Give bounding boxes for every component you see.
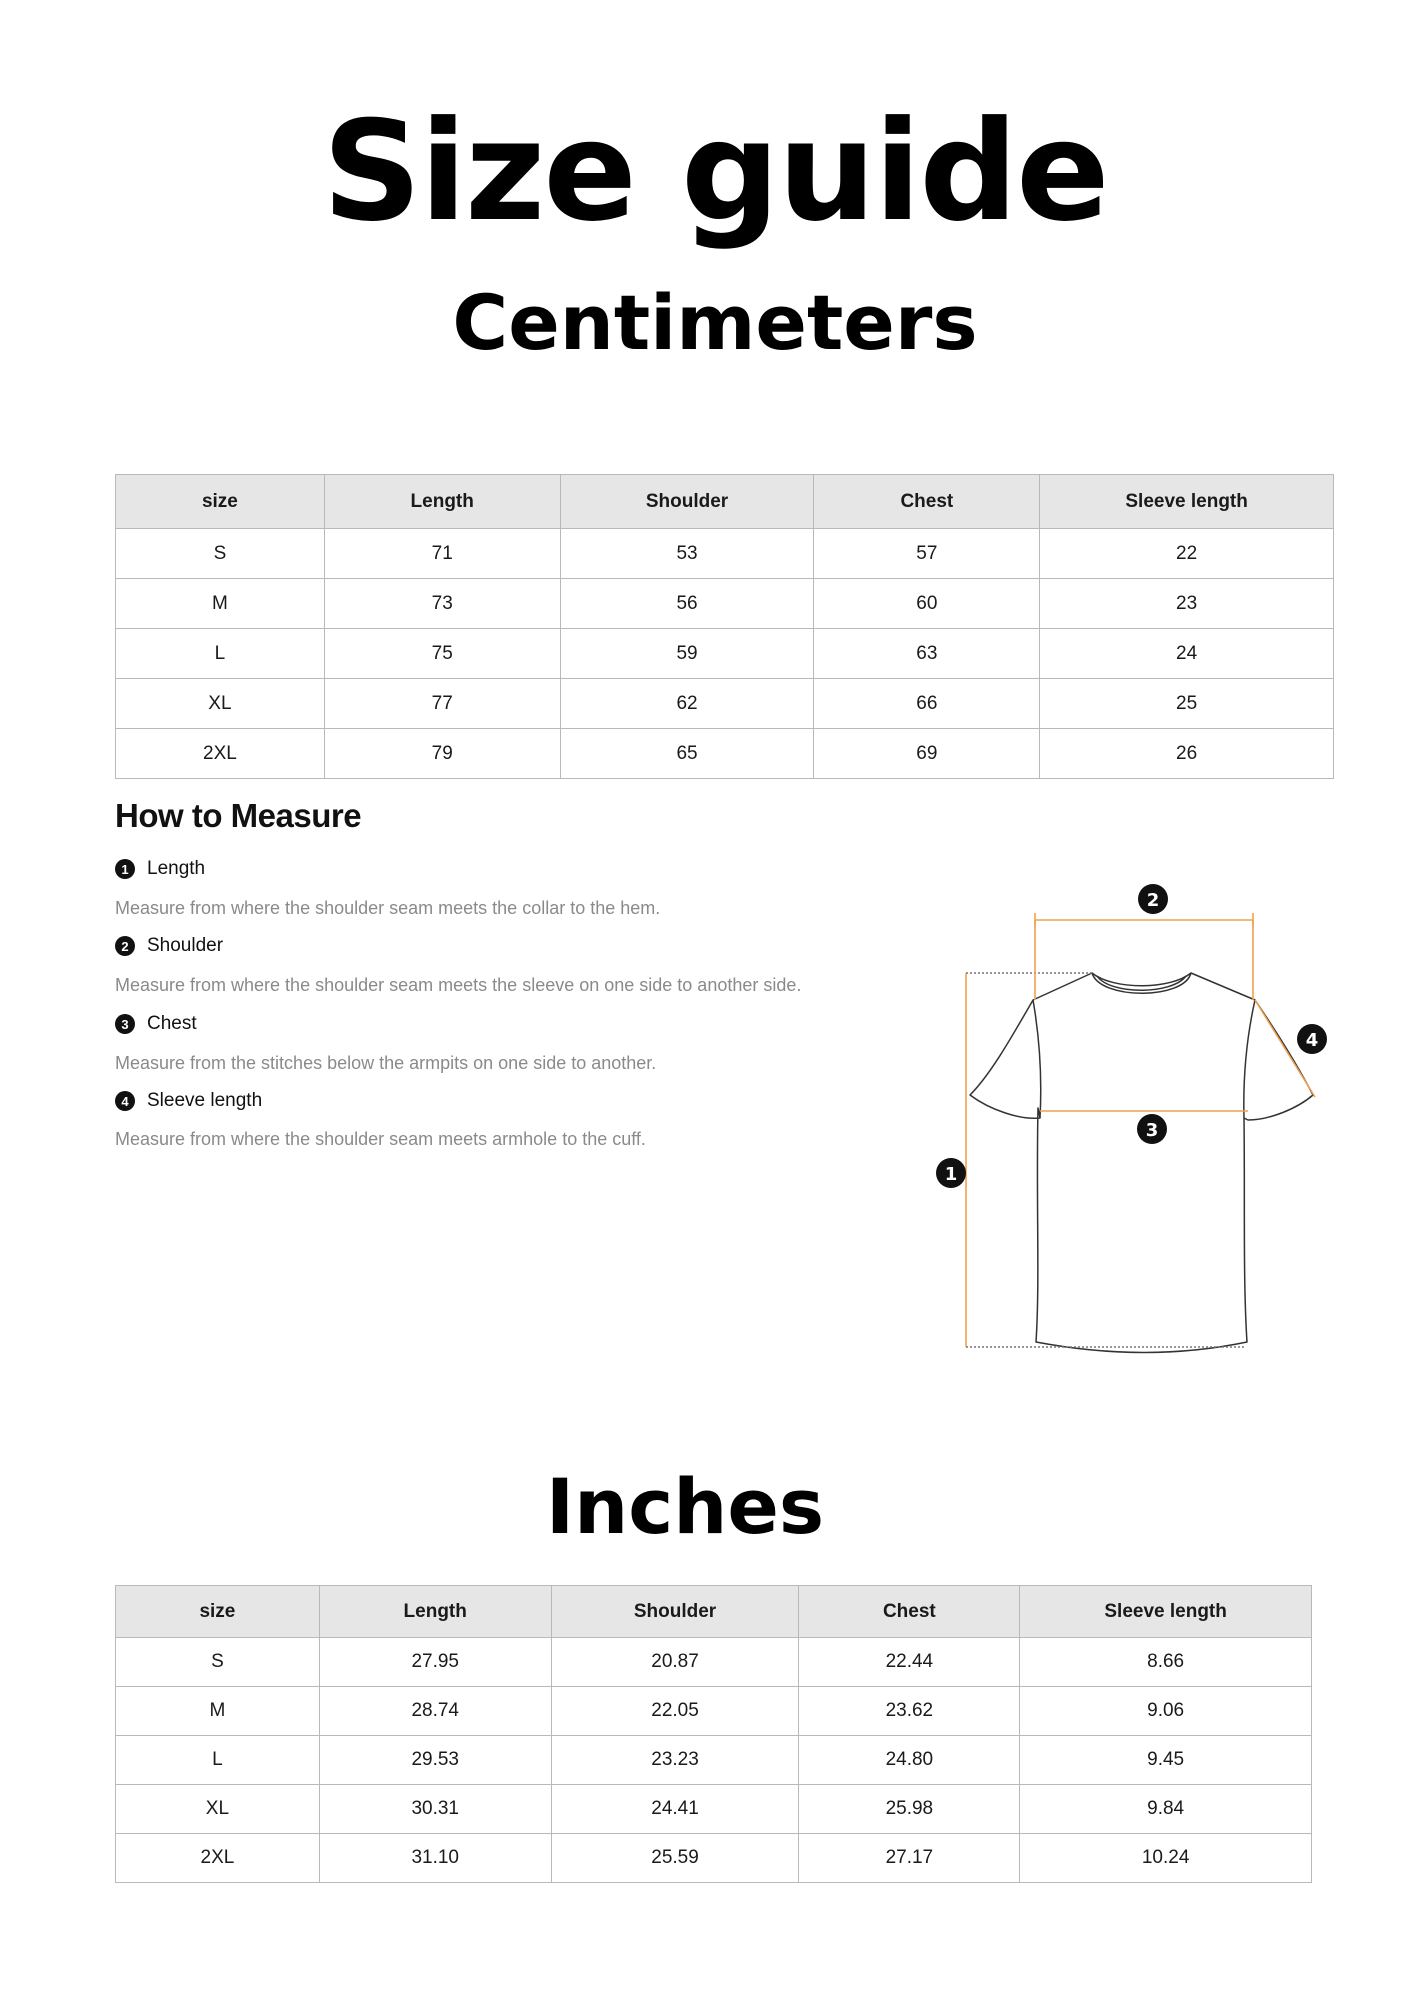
table-header-row bbox=[116, 475, 1334, 529]
column-header: Length bbox=[319, 1586, 551, 1638]
measure-item-description: Measure from where the shoulder seam meets the sleeve on one side to another side. bbox=[115, 975, 802, 995]
table-header-row bbox=[116, 1586, 1312, 1638]
table-row bbox=[116, 679, 1334, 729]
measure-item-description: Measure from where the shoulder seam meets the collar to the hem. bbox=[115, 898, 661, 918]
page-title: Size guide bbox=[322, 91, 1108, 252]
measure-item-chest bbox=[115, 1013, 197, 1035]
column-header: Sleeve length bbox=[1020, 1586, 1312, 1638]
inches-heading: Inches bbox=[545, 1462, 825, 1551]
marker-3-icon bbox=[1137, 1114, 1167, 1144]
table-cell: M bbox=[116, 1687, 320, 1736]
table-cell: 24 bbox=[1040, 629, 1334, 679]
number-badge-icon: 1 bbox=[115, 859, 135, 879]
table-cell: 23 bbox=[1040, 579, 1334, 629]
table-cell: 2XL bbox=[116, 1834, 320, 1883]
table-cell: 62 bbox=[560, 679, 814, 729]
column-header: size bbox=[116, 1586, 320, 1638]
table-cell: 24.80 bbox=[799, 1736, 1020, 1785]
table-row bbox=[116, 579, 1334, 629]
table-cell: 29.53 bbox=[319, 1736, 551, 1785]
measure-item-title: Sleeve length bbox=[147, 1090, 263, 1111]
measure-item-title: Length bbox=[147, 858, 206, 879]
table-cell: 75 bbox=[324, 629, 560, 679]
table-cell: 69 bbox=[814, 729, 1040, 779]
table-cell: 22.05 bbox=[551, 1687, 799, 1736]
table-cell: 20.87 bbox=[551, 1638, 799, 1687]
table-cell: 59 bbox=[560, 629, 814, 679]
table-cell: 27.95 bbox=[319, 1638, 551, 1687]
column-header: size bbox=[116, 475, 325, 529]
number-badge-icon: 2 bbox=[115, 936, 135, 956]
table-cell: S bbox=[116, 529, 325, 579]
column-header: Shoulder bbox=[560, 475, 814, 529]
measure-item-title: Chest bbox=[147, 1013, 197, 1034]
table-cell: 25.98 bbox=[799, 1785, 1020, 1834]
table-cell: XL bbox=[116, 1785, 320, 1834]
size-table-centimeters bbox=[115, 474, 1334, 779]
table-cell: 28.74 bbox=[319, 1687, 551, 1736]
svg-text:4: 4 bbox=[1305, 1030, 1319, 1051]
table-row bbox=[116, 1736, 1312, 1785]
measure-item-length bbox=[115, 858, 205, 880]
marker-2-icon bbox=[1138, 884, 1168, 914]
marker-4-icon bbox=[1297, 1024, 1327, 1054]
table-row bbox=[116, 1834, 1312, 1883]
table-cell: 25 bbox=[1040, 679, 1334, 729]
table-cell: 73 bbox=[324, 579, 560, 629]
tshirt-measurement-diagram bbox=[930, 870, 1330, 1370]
table-row bbox=[116, 729, 1334, 779]
table-cell: 25.59 bbox=[551, 1834, 799, 1883]
table-cell: 56 bbox=[560, 579, 814, 629]
table-cell: 9.45 bbox=[1020, 1736, 1312, 1785]
table-cell: 79 bbox=[324, 729, 560, 779]
svg-text:2: 2 bbox=[1146, 890, 1160, 911]
table-cell: 22.44 bbox=[799, 1638, 1020, 1687]
table-row bbox=[116, 629, 1334, 679]
table-cell: 63 bbox=[814, 629, 1040, 679]
table-cell: 71 bbox=[324, 529, 560, 579]
table-row bbox=[116, 1687, 1312, 1736]
column-header: Chest bbox=[814, 475, 1040, 529]
table-cell: S bbox=[116, 1638, 320, 1687]
table-cell: XL bbox=[116, 679, 325, 729]
table-cell: 10.24 bbox=[1020, 1834, 1312, 1883]
table-cell: L bbox=[116, 629, 325, 679]
table-cell: 57 bbox=[814, 529, 1040, 579]
table-cell: 24.41 bbox=[551, 1785, 799, 1834]
table-cell: 27.17 bbox=[799, 1834, 1020, 1883]
size-table-inches bbox=[115, 1585, 1312, 1883]
column-header: Sleeve length bbox=[1040, 475, 1334, 529]
table-cell: 66 bbox=[814, 679, 1040, 729]
table-cell: 22 bbox=[1040, 529, 1334, 579]
table-row bbox=[116, 529, 1334, 579]
measure-item-sleeve-length bbox=[115, 1090, 262, 1112]
number-badge-icon: 3 bbox=[115, 1014, 135, 1034]
table-cell: 65 bbox=[560, 729, 814, 779]
tshirt-outline-icon bbox=[970, 973, 1313, 1353]
table-cell: 8.66 bbox=[1020, 1638, 1312, 1687]
column-header: Shoulder bbox=[551, 1586, 799, 1638]
table-row bbox=[116, 1638, 1312, 1687]
svg-text:1: 1 bbox=[944, 1164, 958, 1185]
column-header: Length bbox=[324, 475, 560, 529]
measure-item-title: Shoulder bbox=[147, 935, 224, 956]
table-cell: 23.62 bbox=[799, 1687, 1020, 1736]
measure-item-shoulder bbox=[115, 935, 223, 957]
table-cell: 77 bbox=[324, 679, 560, 729]
table-cell: 30.31 bbox=[319, 1785, 551, 1834]
table-cell: M bbox=[116, 579, 325, 629]
table-cell: 9.84 bbox=[1020, 1785, 1312, 1834]
table-cell: 23.23 bbox=[551, 1736, 799, 1785]
column-header: Chest bbox=[799, 1586, 1020, 1638]
table-cell: 53 bbox=[560, 529, 814, 579]
centimeters-heading: Centimeters bbox=[452, 278, 978, 367]
number-badge-icon: 4 bbox=[115, 1091, 135, 1111]
measure-item-description: Measure from the stitches below the armpits on one side to another. bbox=[115, 1053, 657, 1073]
how-to-measure-heading: How to Measure bbox=[115, 797, 362, 834]
table-row bbox=[116, 1785, 1312, 1834]
table-cell: 26 bbox=[1040, 729, 1334, 779]
table-cell: 2XL bbox=[116, 729, 325, 779]
table-cell: L bbox=[116, 1736, 320, 1785]
table-cell: 60 bbox=[814, 579, 1040, 629]
table-cell: 31.10 bbox=[319, 1834, 551, 1883]
measure-item-description: Measure from where the shoulder seam meets armhole to the cuff. bbox=[115, 1129, 646, 1149]
shoulder-measure-line bbox=[1035, 913, 1253, 927]
svg-text:3: 3 bbox=[1145, 1120, 1159, 1141]
marker-1-icon bbox=[936, 1158, 966, 1188]
table-cell: 9.06 bbox=[1020, 1687, 1312, 1736]
